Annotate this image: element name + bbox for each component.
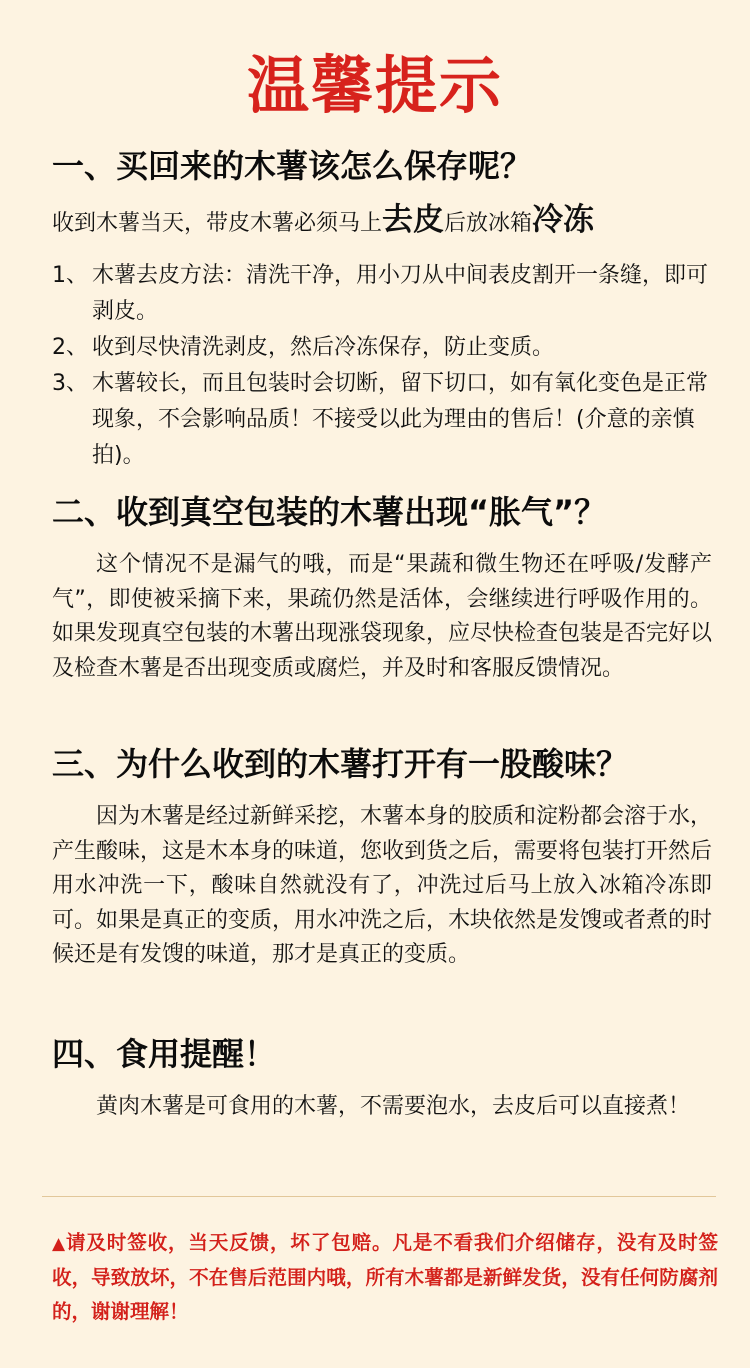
section2-heading: 二、收到真空包装的木薯出现“胀气”？ [52,493,607,531]
section3-body: 因为木薯是经过新鲜采挖，木薯本身的胶质和淀粉都会溶于水，产生酸味，这是木本身的味道，您收到货之后，需要将包装打开然后用水冲洗一下，酸味自然就没有了，冲洗过后马上放入冰箱冷冻即可。如果是真正的变质，用水冲洗之后，木块依然是发馊或者煮的时候还是有发馊的味道，那才是真正的变质。 [52,804,713,967]
storage-tips-list [52,258,712,474]
warning-text: 请及时签收，当天反馈，坏了包赔。凡是不看我们介绍储存，没有及时签收，导致放坏，不在售后范围内哦，所有木薯都是新鲜发货，没有任何防腐剂的，谢谢理解！ [52,1231,718,1323]
list-item-number: 1、 [52,263,88,288]
storage-lead [52,198,742,246]
list-item [52,366,712,474]
section1-heading: 一、买回来的木薯该怎么保存呢？ [52,147,533,185]
list-item-text: 收到尽快清洗剥皮，然后冷冻保存，防止变质。 [92,335,555,360]
list-item-number: 2、 [52,335,88,360]
section4-body: 黄肉木薯是可食用的木薯，不需要泡水，去皮后可以直接煮！ [96,1094,691,1119]
lead-emphasis-peel: 去皮 [382,202,445,238]
page-title: 温馨提示 [246,49,503,122]
section4-heading: 四、食用提醒！ [52,1035,277,1073]
warning-triangle-icon: ▲ [52,1234,66,1254]
list-item [52,330,712,366]
divider [42,1196,716,1197]
list-item [52,258,712,330]
section3-heading: 三、为什么收到的木薯打开有一股酸味？ [52,745,629,783]
list-item-text: 木薯较长，而且包装时会切断，留下切口，如有氧化变色是正常现象，不会影响品质！不接受以此为理由的售后！(介意的亲慎拍)。 [92,371,709,468]
list-item-text: 木薯去皮方法：清洗干净，用小刀从中间表皮割开一条缝，即可剥皮。 [92,263,709,324]
lead-text-mid: 后放冰箱 [444,211,533,236]
lead-emphasis-freeze: 冷冻 [532,202,595,238]
warning-notice [52,1226,718,1329]
lead-text: 收到木薯当天，带皮木薯必须马上 [52,211,383,236]
section2-body: 这个情况不是漏气的哦，而是“果蔬和微生物还在呼吸/发酵产气”，即使被采摘下来，果疏仍然是活体，会继续进行呼吸作用的。如果发现真空包装的木薯出现涨袋现象，应尽快检查包装是否完好以及检查木薯是否出现变质或腐烂，并及时和客服反馈情况。 [52,552,713,681]
list-item-number: 3、 [52,371,88,396]
